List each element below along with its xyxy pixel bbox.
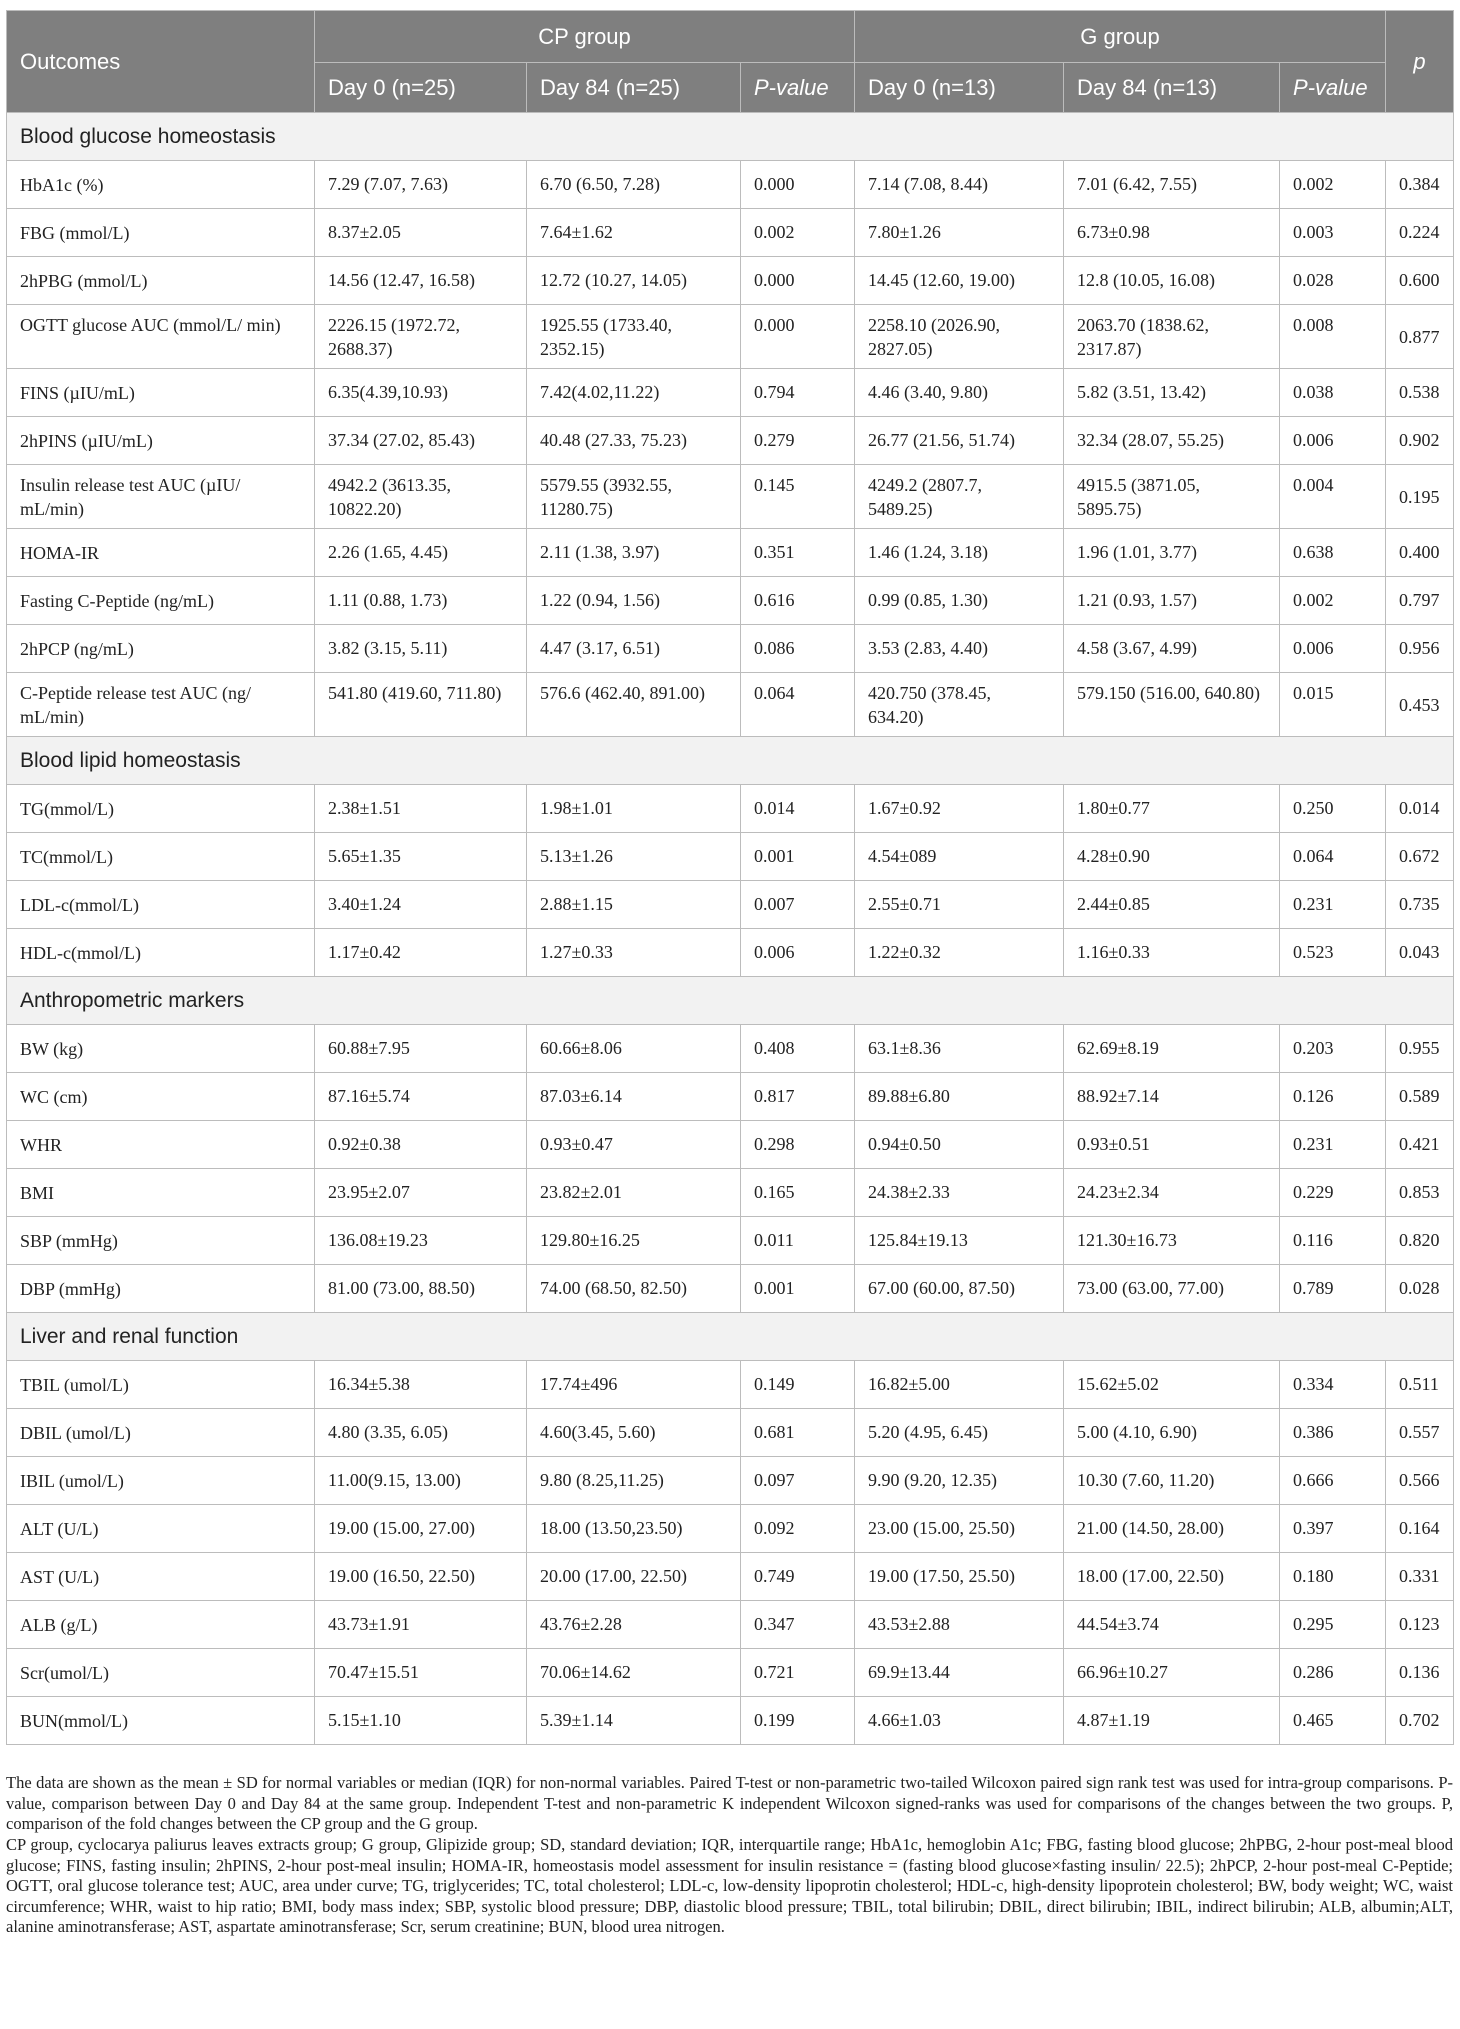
table-cell: 19.00 (16.50, 22.50) xyxy=(315,1553,527,1601)
table-cell: 20.00 (17.00, 22.50) xyxy=(527,1553,741,1601)
table-cell: 6.70 (6.50, 7.28) xyxy=(527,161,741,209)
table-cell: 37.34 (27.02, 85.43) xyxy=(315,417,527,465)
table-row xyxy=(7,1169,1454,1217)
table-cell: 0.408 xyxy=(741,1025,855,1073)
table-cell: 0.231 xyxy=(1280,881,1386,929)
table-cell: 32.34 (28.07, 55.25) xyxy=(1064,417,1280,465)
header-g-group: G group xyxy=(855,11,1386,63)
table-cell: 0.286 xyxy=(1280,1649,1386,1697)
outcome-label: WHR xyxy=(7,1121,315,1169)
table-cell: 7.29 (7.07, 7.63) xyxy=(315,161,527,209)
table-cell: 4942.2 (3613.35, 10822.20) xyxy=(315,465,527,529)
outcome-label: TC(mmol/L) xyxy=(7,833,315,881)
table-cell: 0.002 xyxy=(741,209,855,257)
table-body xyxy=(7,113,1454,1745)
table-cell: 0.229 xyxy=(1280,1169,1386,1217)
outcome-label: C-Peptide release test AUC (ng/ mL/min) xyxy=(7,673,315,737)
table-row xyxy=(7,161,1454,209)
outcome-label: DBIL (umol/L) xyxy=(7,1409,315,1457)
table-cell: 40.48 (27.33, 75.23) xyxy=(527,417,741,465)
table-cell: 0.877 xyxy=(1386,305,1454,369)
table-cell: 0.749 xyxy=(741,1553,855,1601)
table-cell: 4.58 (3.67, 4.99) xyxy=(1064,625,1280,673)
table-cell: 0.180 xyxy=(1280,1553,1386,1601)
table-row xyxy=(7,577,1454,625)
table-cell: 0.126 xyxy=(1280,1073,1386,1121)
table-cell: 2258.10 (2026.90, 2827.05) xyxy=(855,305,1064,369)
table-cell: 0.006 xyxy=(1280,625,1386,673)
header-cp-group: CP group xyxy=(315,11,855,63)
table-cell: 7.01 (6.42, 7.55) xyxy=(1064,161,1280,209)
table-cell: 0.000 xyxy=(741,161,855,209)
table-cell: 5.82 (3.51, 13.42) xyxy=(1064,369,1280,417)
outcome-label: BW (kg) xyxy=(7,1025,315,1073)
table-cell: 14.56 (12.47, 16.58) xyxy=(315,257,527,305)
table-cell: 19.00 (15.00, 27.00) xyxy=(315,1505,527,1553)
outcome-label: Fasting C-Peptide (ng/mL) xyxy=(7,577,315,625)
outcome-label: ALB (g/L) xyxy=(7,1601,315,1649)
table-cell: 0.557 xyxy=(1386,1409,1454,1457)
table-row xyxy=(7,369,1454,417)
table-cell: 0.136 xyxy=(1386,1649,1454,1697)
table-row xyxy=(7,785,1454,833)
table-cell: 1.46 (1.24, 3.18) xyxy=(855,529,1064,577)
outcome-label: TBIL (umol/L) xyxy=(7,1361,315,1409)
table-row xyxy=(7,209,1454,257)
table-cell: 0.038 xyxy=(1280,369,1386,417)
table-row xyxy=(7,881,1454,929)
table-cell: 26.77 (21.56, 51.74) xyxy=(855,417,1064,465)
table-cell: 67.00 (60.00, 87.50) xyxy=(855,1265,1064,1313)
table-cell: 0.298 xyxy=(741,1121,855,1169)
table-cell: 0.681 xyxy=(741,1409,855,1457)
table-cell: 16.82±5.00 xyxy=(855,1361,1064,1409)
table-cell: 0.097 xyxy=(741,1457,855,1505)
outcome-label: HDL-c(mmol/L) xyxy=(7,929,315,977)
table-cell: 0.523 xyxy=(1280,929,1386,977)
outcome-label: Scr(umol/L) xyxy=(7,1649,315,1697)
table-cell: 2.44±0.85 xyxy=(1064,881,1280,929)
table-row xyxy=(7,833,1454,881)
table-cell: 121.30±16.73 xyxy=(1064,1217,1280,1265)
table-cell: 2.26 (1.65, 4.45) xyxy=(315,529,527,577)
table-cell: 0.853 xyxy=(1386,1169,1454,1217)
table-cell: 73.00 (63.00, 77.00) xyxy=(1064,1265,1280,1313)
table-cell: 4.60(3.45, 5.60) xyxy=(527,1409,741,1457)
table-cell: 0.149 xyxy=(741,1361,855,1409)
table-cell: 2.88±1.15 xyxy=(527,881,741,929)
table-cell: 0.666 xyxy=(1280,1457,1386,1505)
table-cell: 0.001 xyxy=(741,833,855,881)
table-cell: 579.150 (516.00, 640.80) xyxy=(1064,673,1280,737)
table-cell: 0.334 xyxy=(1280,1361,1386,1409)
table-cell: 24.38±2.33 xyxy=(855,1169,1064,1217)
table-cell: 23.82±2.01 xyxy=(527,1169,741,1217)
table-cell: 19.00 (17.50, 25.50) xyxy=(855,1553,1064,1601)
table-cell: 0.384 xyxy=(1386,161,1454,209)
section-header-row xyxy=(7,737,1454,785)
results-table xyxy=(6,10,1454,1745)
section-title: Liver and renal function xyxy=(7,1313,1454,1361)
table-cell: 0.011 xyxy=(741,1217,855,1265)
table-cell: 4.66±1.03 xyxy=(855,1697,1064,1745)
table-cell: 9.90 (9.20, 12.35) xyxy=(855,1457,1064,1505)
table-cell: 0.092 xyxy=(741,1505,855,1553)
table-cell: 1.17±0.42 xyxy=(315,929,527,977)
table-cell: 0.003 xyxy=(1280,209,1386,257)
table-cell: 420.750 (378.45, 634.20) xyxy=(855,673,1064,737)
table-cell: 0.199 xyxy=(741,1697,855,1745)
outcome-label: AST (U/L) xyxy=(7,1553,315,1601)
table-cell: 0.331 xyxy=(1386,1553,1454,1601)
table-cell: 2226.15 (1972.72, 2688.37) xyxy=(315,305,527,369)
outcome-label: Insulin release test AUC (µIU/ mL/min) xyxy=(7,465,315,529)
table-cell: 0.014 xyxy=(741,785,855,833)
table-row xyxy=(7,1073,1454,1121)
table-cell: 0.511 xyxy=(1386,1361,1454,1409)
header-outcomes: Outcomes xyxy=(7,11,315,113)
table-cell: 18.00 (13.50,23.50) xyxy=(527,1505,741,1553)
footnote-abbreviations: CP group, cyclocarya paliurus leaves extracts group; G group, Glipizide group; SD, standard deviation; IQR, interquartile range; HbA1c, hemoglobin A1c; FBG, fasting blood glucose; 2hPBG, 2-hour post-meal blood glucose; FINS, fasting insulin; 2hPINS, 2-hour post-meal insulin; HOMA-IR, homeostasis model assessment for insulin resistance = (fasting blood glucose×fasting insulin/ 22.5); 2hPCP, 2-hour post-meal C-Peptide; OGTT, oral glucose tolerance test; AUC, area under curve; TG, triglycerides; TC, total cholesterol; LDL-c, low-density lipoprotin cholesterol; HDL-c, high-density lipoprotein cholesterol; BW, body weight; WC, waist circumference; WHR, waist to hip ratio; BMI, body mass index; SBP, systolic blood pressure; DBP, diastolic blood pressure; TBIL, total bilirubin; DBIL, direct bilirubin; IBIL, indirect bilirubin; ALB, albumin;ALT, alanine aminotransferase; AST, aspartate aminotransferase; Scr, serum creatinine; BUN, blood urea nitrogen. xyxy=(6,1835,1453,1936)
table-cell: 0.93±0.47 xyxy=(527,1121,741,1169)
table-cell: 10.30 (7.60, 11.20) xyxy=(1064,1457,1280,1505)
table-row xyxy=(7,257,1454,305)
table-row xyxy=(7,625,1454,673)
table-row xyxy=(7,529,1454,577)
table-cell: 0.453 xyxy=(1386,673,1454,737)
table-cell: 43.53±2.88 xyxy=(855,1601,1064,1649)
table-cell: 0.817 xyxy=(741,1073,855,1121)
table-cell: 0.465 xyxy=(1280,1697,1386,1745)
table-cell: 0.004 xyxy=(1280,465,1386,529)
table-cell: 7.42(4.02,11.22) xyxy=(527,369,741,417)
table-cell: 3.40±1.24 xyxy=(315,881,527,929)
table-cell: 0.638 xyxy=(1280,529,1386,577)
table-cell: 0.421 xyxy=(1386,1121,1454,1169)
table-cell: 0.94±0.50 xyxy=(855,1121,1064,1169)
table-cell: 0.99 (0.85, 1.30) xyxy=(855,577,1064,625)
table-cell: 0.672 xyxy=(1386,833,1454,881)
table-cell: 62.69±8.19 xyxy=(1064,1025,1280,1073)
table-cell: 1925.55 (1733.40, 2352.15) xyxy=(527,305,741,369)
table-cell: 0.002 xyxy=(1280,161,1386,209)
table-cell: 14.45 (12.60, 19.00) xyxy=(855,257,1064,305)
table-cell: 0.123 xyxy=(1386,1601,1454,1649)
table-cell: 0.589 xyxy=(1386,1073,1454,1121)
table-cell: 125.84±19.13 xyxy=(855,1217,1064,1265)
table-row xyxy=(7,1361,1454,1409)
outcome-label: LDL-c(mmol/L) xyxy=(7,881,315,929)
table-row xyxy=(7,1025,1454,1073)
table-cell: 0.956 xyxy=(1386,625,1454,673)
header-g-day0: Day 0 (n=13) xyxy=(855,63,1064,113)
table-cell: 2.55±0.71 xyxy=(855,881,1064,929)
table-cell: 3.53 (2.83, 4.40) xyxy=(855,625,1064,673)
table-cell: 5.00 (4.10, 6.90) xyxy=(1064,1409,1280,1457)
table-cell: 0.250 xyxy=(1280,785,1386,833)
table-cell: 4.80 (3.35, 6.05) xyxy=(315,1409,527,1457)
table-row xyxy=(7,1217,1454,1265)
table-cell: 1.98±1.01 xyxy=(527,785,741,833)
table-row xyxy=(7,465,1454,529)
table-cell: 0.116 xyxy=(1280,1217,1386,1265)
table-cell: 1.22 (0.94, 1.56) xyxy=(527,577,741,625)
table-cell: 60.66±8.06 xyxy=(527,1025,741,1073)
outcome-label: FINS (µIU/mL) xyxy=(7,369,315,417)
table-cell: 4.46 (3.40, 9.80) xyxy=(855,369,1064,417)
table-cell: 136.08±19.23 xyxy=(315,1217,527,1265)
outcome-label: SBP (mmHg) xyxy=(7,1217,315,1265)
table-row xyxy=(7,305,1454,369)
table-cell: 0.086 xyxy=(741,625,855,673)
table-cell: 60.88±7.95 xyxy=(315,1025,527,1073)
table-cell: 0.616 xyxy=(741,577,855,625)
header-p: p xyxy=(1386,11,1454,113)
table-cell: 0.347 xyxy=(741,1601,855,1649)
table-cell: 0.735 xyxy=(1386,881,1454,929)
table-cell: 44.54±3.74 xyxy=(1064,1601,1280,1649)
table-cell: 0.566 xyxy=(1386,1457,1454,1505)
table-cell: 0.064 xyxy=(741,673,855,737)
table-cell: 2.11 (1.38, 3.97) xyxy=(527,529,741,577)
table-cell: 0.014 xyxy=(1386,785,1454,833)
table-cell: 0.043 xyxy=(1386,929,1454,977)
table-cell: 5.65±1.35 xyxy=(315,833,527,881)
table-cell: 4249.2 (2807.7, 5489.25) xyxy=(855,465,1064,529)
table-cell: 1.22±0.32 xyxy=(855,929,1064,977)
table-cell: 63.1±8.36 xyxy=(855,1025,1064,1073)
table-cell: 0.702 xyxy=(1386,1697,1454,1745)
table-cell: 1.96 (1.01, 3.77) xyxy=(1064,529,1280,577)
table-cell: 88.92±7.14 xyxy=(1064,1073,1280,1121)
table-cell: 0.006 xyxy=(1280,417,1386,465)
table-cell: 1.80±0.77 xyxy=(1064,785,1280,833)
table-cell: 66.96±10.27 xyxy=(1064,1649,1280,1697)
table-cell: 0.006 xyxy=(741,929,855,977)
table-cell: 0.93±0.51 xyxy=(1064,1121,1280,1169)
table-cell: 1.11 (0.88, 1.73) xyxy=(315,577,527,625)
table-cell: 23.95±2.07 xyxy=(315,1169,527,1217)
table-cell: 0.224 xyxy=(1386,209,1454,257)
table-cell: 87.16±5.74 xyxy=(315,1073,527,1121)
table-cell: 5.13±1.26 xyxy=(527,833,741,881)
table-cell: 15.62±5.02 xyxy=(1064,1361,1280,1409)
table-cell: 0.145 xyxy=(741,465,855,529)
table-cell: 0.397 xyxy=(1280,1505,1386,1553)
table-cell: 43.73±1.91 xyxy=(315,1601,527,1649)
table-cell: 23.00 (15.00, 25.50) xyxy=(855,1505,1064,1553)
table-cell: 0.794 xyxy=(741,369,855,417)
table-cell: 576.6 (462.40, 891.00) xyxy=(527,673,741,737)
footnote-methods: The data are shown as the mean ± SD for normal variables or median (IQR) for non-normal variables. Paired T-test or non-parametric two-tailed Wilcoxon paired sign rank test was used for intra-group comparisons. P-value, comparison between Day 0 and Day 84 at the same group. Independent T-test and non-parametric K independent Wilcoxon signed-ranks was used for comparisons of the changes between the two groups. P, comparison of the fold changes between the CP group and the G group. xyxy=(6,1773,1453,1833)
table-cell: 1.21 (0.93, 1.57) xyxy=(1064,577,1280,625)
table-cell: 0.797 xyxy=(1386,577,1454,625)
outcome-label: HbA1c (%) xyxy=(7,161,315,209)
table-cell: 0.203 xyxy=(1280,1025,1386,1073)
table-cell: 0.92±0.38 xyxy=(315,1121,527,1169)
table-cell: 5.39±1.14 xyxy=(527,1697,741,1745)
table-cell: 0.015 xyxy=(1280,673,1386,737)
table-cell: 0.295 xyxy=(1280,1601,1386,1649)
header-cp-day84: Day 84 (n=25) xyxy=(527,63,741,113)
outcome-label: WC (cm) xyxy=(7,1073,315,1121)
table-cell: 541.80 (419.60, 711.80) xyxy=(315,673,527,737)
table-cell: 0.002 xyxy=(1280,577,1386,625)
table-cell: 4.87±1.19 xyxy=(1064,1697,1280,1745)
outcome-label: BUN(mmol/L) xyxy=(7,1697,315,1745)
table-cell: 12.8 (10.05, 16.08) xyxy=(1064,257,1280,305)
table-row xyxy=(7,1409,1454,1457)
section-title: Anthropometric markers xyxy=(7,977,1454,1025)
table-row xyxy=(7,1457,1454,1505)
outcome-label: TG(mmol/L) xyxy=(7,785,315,833)
outcome-label: HOMA-IR xyxy=(7,529,315,577)
table-row xyxy=(7,1601,1454,1649)
table-cell: 0.400 xyxy=(1386,529,1454,577)
outcome-label: 2hPCP (ng/mL) xyxy=(7,625,315,673)
table-cell: 70.06±14.62 xyxy=(527,1649,741,1697)
table-row xyxy=(7,1649,1454,1697)
header-cp-pvalue: P-value xyxy=(741,63,855,113)
table-cell: 0.600 xyxy=(1386,257,1454,305)
table-cell: 1.16±0.33 xyxy=(1064,929,1280,977)
table-row xyxy=(7,1553,1454,1601)
table-cell: 0.028 xyxy=(1386,1265,1454,1313)
table-cell: 43.76±2.28 xyxy=(527,1601,741,1649)
table-cell: 5.20 (4.95, 6.45) xyxy=(855,1409,1064,1457)
table-cell: 0.064 xyxy=(1280,833,1386,881)
table-cell: 0.789 xyxy=(1280,1265,1386,1313)
table-cell: 7.14 (7.08, 8.44) xyxy=(855,161,1064,209)
table-cell: 0.279 xyxy=(741,417,855,465)
table-cell: 1.67±0.92 xyxy=(855,785,1064,833)
table-cell: 4.54±089 xyxy=(855,833,1064,881)
table-cell: 24.23±2.34 xyxy=(1064,1169,1280,1217)
table-cell: 0.195 xyxy=(1386,465,1454,529)
table-cell: 0.164 xyxy=(1386,1505,1454,1553)
table-cell: 70.47±15.51 xyxy=(315,1649,527,1697)
outcome-label: 2hPINS (µIU/mL) xyxy=(7,417,315,465)
table-cell: 0.008 xyxy=(1280,305,1386,369)
table-cell: 0.820 xyxy=(1386,1217,1454,1265)
table-row xyxy=(7,1505,1454,1553)
table-cell: 8.37±2.05 xyxy=(315,209,527,257)
table-row xyxy=(7,417,1454,465)
table-cell: 11.00(9.15, 13.00) xyxy=(315,1457,527,1505)
table-cell: 9.80 (8.25,11.25) xyxy=(527,1457,741,1505)
table-cell: 0.538 xyxy=(1386,369,1454,417)
table-cell: 7.64±1.62 xyxy=(527,209,741,257)
table-cell: 0.000 xyxy=(741,305,855,369)
outcome-label: 2hPBG (mmol/L) xyxy=(7,257,315,305)
table-row xyxy=(7,1265,1454,1313)
table-row xyxy=(7,1697,1454,1745)
table-cell: 89.88±6.80 xyxy=(855,1073,1064,1121)
table-cell: 2063.70 (1838.62, 2317.87) xyxy=(1064,305,1280,369)
outcome-label: DBP (mmHg) xyxy=(7,1265,315,1313)
table-cell: 0.000 xyxy=(741,257,855,305)
table-cell: 4.47 (3.17, 6.51) xyxy=(527,625,741,673)
table-cell: 6.35(4.39,10.93) xyxy=(315,369,527,417)
table-row xyxy=(7,929,1454,977)
table-header xyxy=(7,11,1454,113)
table-cell: 0.231 xyxy=(1280,1121,1386,1169)
table-cell: 5579.55 (3932.55, 11280.75) xyxy=(527,465,741,529)
outcome-label: IBIL (umol/L) xyxy=(7,1457,315,1505)
table-cell: 16.34±5.38 xyxy=(315,1361,527,1409)
table-cell: 74.00 (68.50, 82.50) xyxy=(527,1265,741,1313)
table-cell: 0.902 xyxy=(1386,417,1454,465)
outcome-label: FBG (mmol/L) xyxy=(7,209,315,257)
section-title: Blood lipid homeostasis xyxy=(7,737,1454,785)
table-row xyxy=(7,673,1454,737)
table-cell: 0.351 xyxy=(741,529,855,577)
table-cell: 0.001 xyxy=(741,1265,855,1313)
table-cell: 6.73±0.98 xyxy=(1064,209,1280,257)
section-header-row xyxy=(7,977,1454,1025)
table-cell: 12.72 (10.27, 14.05) xyxy=(527,257,741,305)
outcome-label: OGTT glucose AUC (mmol/L/ min) xyxy=(7,305,315,369)
section-title: Blood glucose homeostasis xyxy=(7,113,1454,161)
table-cell: 17.74±496 xyxy=(527,1361,741,1409)
table-cell: 0.165 xyxy=(741,1169,855,1217)
table-cell: 7.80±1.26 xyxy=(855,209,1064,257)
table-cell: 0.721 xyxy=(741,1649,855,1697)
table-cell: 18.00 (17.00, 22.50) xyxy=(1064,1553,1280,1601)
table-cell: 0.386 xyxy=(1280,1409,1386,1457)
header-g-pvalue: P-value xyxy=(1280,63,1386,113)
table-cell: 87.03±6.14 xyxy=(527,1073,741,1121)
section-header-row xyxy=(7,1313,1454,1361)
section-header-row xyxy=(7,113,1454,161)
header-g-day84: Day 84 (n=13) xyxy=(1064,63,1280,113)
table-cell: 5.15±1.10 xyxy=(315,1697,527,1745)
outcome-label: BMI xyxy=(7,1169,315,1217)
table-cell: 1.27±0.33 xyxy=(527,929,741,977)
outcome-label: ALT (U/L) xyxy=(7,1505,315,1553)
header-cp-day0: Day 0 (n=25) xyxy=(315,63,527,113)
table-cell: 129.80±16.25 xyxy=(527,1217,741,1265)
table-cell: 81.00 (73.00, 88.50) xyxy=(315,1265,527,1313)
table-cell: 0.955 xyxy=(1386,1025,1454,1073)
table-cell: 21.00 (14.50, 28.00) xyxy=(1064,1505,1280,1553)
table-cell: 0.028 xyxy=(1280,257,1386,305)
table-row xyxy=(7,1121,1454,1169)
table-cell: 3.82 (3.15, 5.11) xyxy=(315,625,527,673)
table-cell: 2.38±1.51 xyxy=(315,785,527,833)
table-cell: 0.007 xyxy=(741,881,855,929)
table-cell: 4915.5 (3871.05, 5895.75) xyxy=(1064,465,1280,529)
table-cell: 4.28±0.90 xyxy=(1064,833,1280,881)
table-cell: 69.9±13.44 xyxy=(855,1649,1064,1697)
